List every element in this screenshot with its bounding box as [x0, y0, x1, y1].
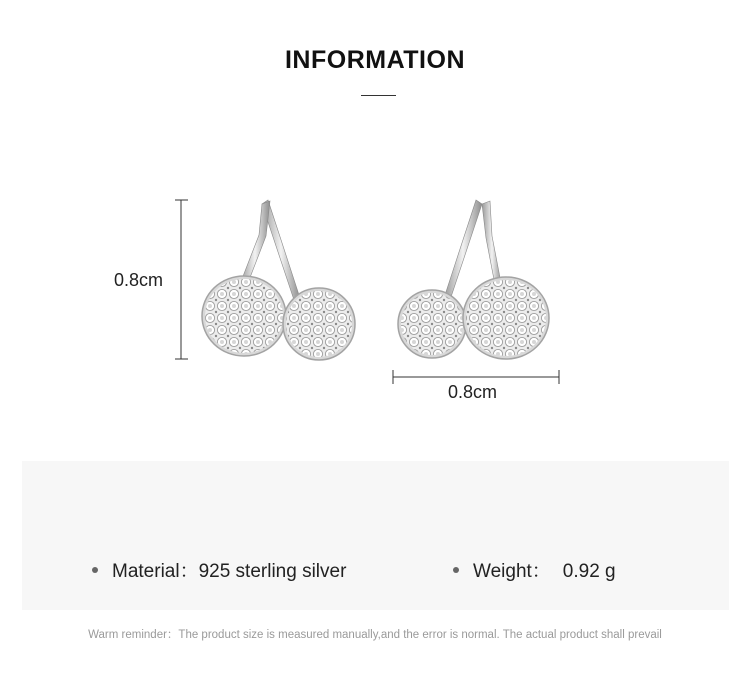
cherry-earring-side-icon	[398, 200, 549, 359]
page-title: INFORMATION	[284, 46, 465, 74]
cherry-earring-front-icon	[202, 200, 355, 360]
weight-spec	[453, 556, 616, 583]
bullet-dot-icon	[92, 567, 98, 573]
warm-reminder-note: Warm reminder：The product size is measured manually,and the error is normal. The actual product shall prevail	[88, 629, 662, 641]
material-label: Material：	[112, 561, 199, 582]
product-figure	[0, 180, 750, 420]
height-label: 0.8cm	[114, 270, 164, 290]
title-underline	[361, 95, 396, 96]
earring-illustration	[0, 180, 750, 420]
material-spec	[92, 556, 346, 583]
specs-panel	[22, 461, 729, 610]
height-dimension-line	[175, 200, 188, 359]
bullet-dot-icon	[453, 567, 459, 573]
width-label: 0.8cm	[448, 382, 498, 402]
weight-label: Weight：	[473, 561, 551, 582]
weight-value: 0.92 g	[562, 561, 616, 582]
material-value: 925 sterling silver	[198, 561, 347, 582]
